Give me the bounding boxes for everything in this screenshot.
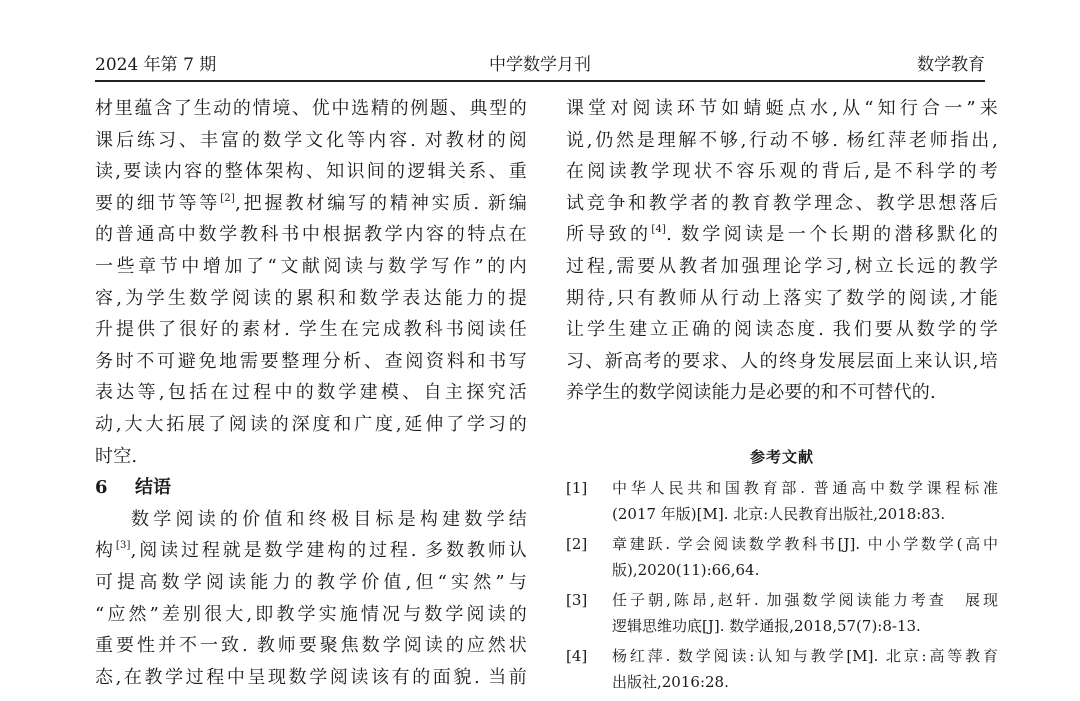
reference-line: 中华人民共和国教育部. 普通高中数学课程标准 [612, 479, 998, 497]
references-title: 参考文献 [749, 448, 814, 466]
text-span: . 数学阅读是一个长期的潜移默化的 [666, 224, 998, 246]
issue-label: 2024 年第 7 期 [95, 55, 217, 75]
section-title: 结语 [135, 477, 171, 499]
text-line: 务时不可避免地需要整理分析、查阅资料和书写 [95, 350, 527, 372]
text-line: 容,为学生数学阅读的累积和数学表达能力的提 [95, 287, 527, 309]
reference-line: 出版社,2016:28. [612, 673, 729, 691]
text-line: 时空. [95, 445, 138, 467]
text-line: 课后练习、丰富的数学文化等内容. 对教材的阅 [95, 129, 527, 151]
citation-3: [3] [115, 540, 131, 552]
text-span: ,把握教材编写的精神实质. 新编 [235, 192, 527, 214]
page-header [95, 46, 985, 78]
text-line [95, 188, 527, 220]
reference-item [566, 587, 998, 639]
section-label: 数学教育 [917, 55, 985, 75]
reference-line: 任子朝,陈昂,赵轩. 加强数学阅读能力考查 展现 [612, 591, 998, 609]
text-line [95, 535, 527, 567]
header-divider [95, 80, 985, 82]
text-line: 的普通高中数学教科书中根据教学内容的特点在 [95, 224, 527, 246]
text-line: 数学阅读的价值和终极目标是构建数学结 [131, 508, 527, 530]
reference-item [566, 475, 998, 527]
text-line: 重要性并不一致. 教师要聚焦数学阅读的应然状 [95, 635, 527, 657]
text-span: ,阅读过程就是数学建构的过程. 多数教师认 [130, 540, 527, 562]
text-line: 课堂对阅读环节如蜻蜓点水,从“知行合一”来 [566, 98, 998, 119]
text-line: 材里蕴含了生动的情境、优中选精的例题、典型的 [95, 98, 527, 119]
reference-tag: [4] [566, 647, 588, 665]
reference-line: 杨红萍. 数学阅读:认知与教学[M]. 北京:高等教育 [612, 647, 998, 665]
text-line: 试竞争和教学者的教育教学理念、教学思想落后 [566, 192, 998, 214]
text-line: 一些章节中增加了“文献阅读与数学写作”的内 [95, 255, 527, 277]
reference-tag: [1] [566, 479, 588, 497]
journal-title: 中学数学月刊 [489, 55, 591, 75]
right-column [566, 93, 998, 409]
section-number: 6 [95, 477, 108, 499]
text-span: 构 [95, 540, 116, 562]
reference-list [566, 475, 998, 699]
citation-2: [2] [220, 192, 236, 204]
text-line: 态,在教学过程中呈现数学阅读该有的面貌. 当前 [95, 666, 527, 688]
reference-line: (2017 年版)[M]. 北京:人民教育出版社,2018:83. [612, 505, 946, 523]
left-column [95, 93, 527, 693]
text-line: 让学生建立正确的阅读态度. 我们要从数学的学 [566, 319, 998, 341]
text-line: 在阅读教学现状不容乐观的背后,是不科学的考 [566, 161, 998, 183]
text-line: 习、新高考的要求、人的终身发展层面上来认识,培 [566, 350, 998, 372]
reference-item [566, 643, 998, 695]
text-line: 升提供了很好的素材. 学生在完成教科书阅读任 [95, 319, 527, 341]
text-line: 读,要读内容的整体架构、知识间的逻辑关系、重 [95, 161, 527, 183]
section-heading [95, 472, 527, 504]
text-line: 动,大大拓展了阅读的深度和广度,延伸了学习的 [95, 413, 527, 435]
reference-line: 章建跃. 学会阅读数学教科书[J]. 中小学数学(高中 [612, 535, 998, 553]
reference-line: 版),2020(11):66,64. [612, 561, 760, 579]
text-line: 说,仍然是理解不够,行动不够. 杨红萍老师指出, [566, 129, 998, 151]
text-line: “应然”差别很大,即教学实施情况与数学阅读的 [95, 603, 527, 625]
text-line: 过程,需要从教者加强理论学习,树立长远的教学 [566, 255, 998, 277]
citation-4: [4] [651, 224, 667, 236]
text-line: 可提高数学阅读能力的教学价值,但“实然”与 [95, 571, 527, 593]
text-line: 养学生的数学阅读能力是必要的和不可替代的. [566, 382, 936, 404]
text-line: 期待,只有教师从行动上落实了数学的阅读,才能 [566, 287, 998, 309]
text-span: 所导致的 [566, 224, 652, 246]
reference-tag: [3] [566, 591, 588, 609]
text-span: 要的细节等等 [95, 192, 221, 214]
reference-item [566, 531, 998, 583]
text-line: 表达等,包括在过程中的数学建模、自主探究活 [95, 382, 527, 404]
reference-tag: [2] [566, 535, 588, 553]
text-line [566, 219, 998, 251]
reference-line: 逻辑思维功底[J]. 数学通报,2018,57(7):8-13. [612, 617, 921, 635]
